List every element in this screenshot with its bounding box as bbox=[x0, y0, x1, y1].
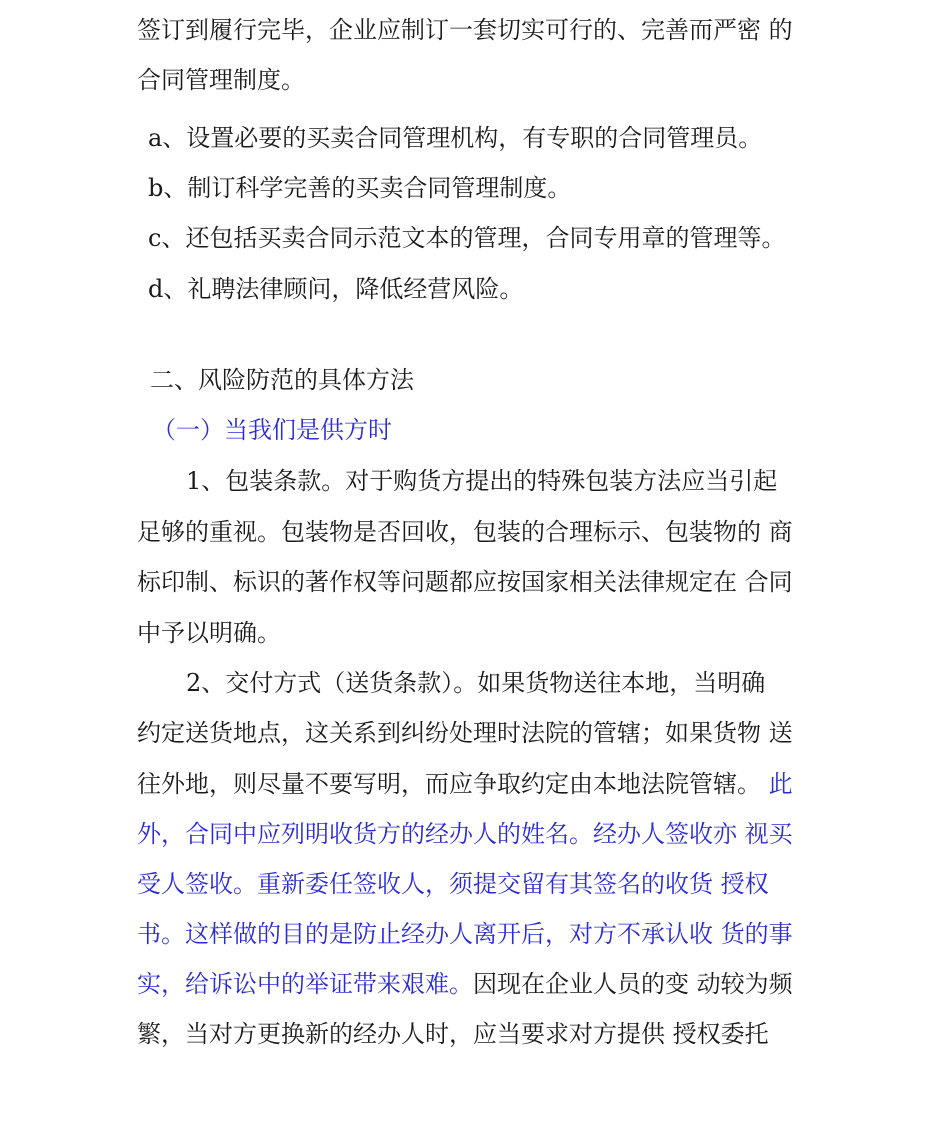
para2-line-3 bbox=[137, 768, 793, 800]
para2-line-1: 2、交付方式（送货条款）。如果货物送往本地，当明确 bbox=[186, 669, 766, 697]
subsection-heading: （一）当我们是供方时 bbox=[152, 416, 392, 444]
para2-line-7 bbox=[137, 968, 793, 1000]
para2-line-3-text: 往外地，则尽量不要写明，而应争取约定由本地法院管辖。 bbox=[137, 770, 769, 798]
para2-line-6: 书。这样做的目的是防止经办人离开后，对方不承认收 货的事 bbox=[137, 920, 793, 948]
para1-line-1: 1、包装条款。对于购货方提出的特殊包装方法应当引起 bbox=[186, 467, 778, 495]
para2-line-3-highlight: 此 bbox=[768, 770, 793, 798]
para2-line-2: 约定送货地点，这关系到纠纷处理时法院的管辖；如果货物 送 bbox=[137, 719, 793, 747]
para2-line-7-text: 因现在企业人员的变 动较为频 bbox=[473, 970, 793, 998]
section-heading: 二、风险防范的具体方法 bbox=[150, 366, 414, 394]
para2-line-5: 受人签收。重新委任签收人，须提交留有其签名的收货 授权 bbox=[137, 870, 769, 898]
para1-line-3: 标印制、标识的著作权等问题都应按国家相关法律规定在 合同 bbox=[137, 568, 793, 596]
list-item-c: c、还包括买卖合同示范文本的管理，合同专用章的管理等。 bbox=[148, 224, 786, 252]
para1-line-2: 足够的重视。包装物是否回收，包装的合理标示、包装物的 商 bbox=[137, 518, 793, 546]
intro-line-1: 签订到履行完毕，企业应制订一套切实可行的、完善而严密 的 bbox=[137, 16, 793, 44]
list-item-a: a、设置必要的买卖合同管理机构，有专职的合同管理员。 bbox=[148, 124, 763, 152]
para1-line-4: 中予以明确。 bbox=[137, 619, 281, 647]
para2-line-4: 外，合同中应列明收货方的经办人的姓名。经办人签收亦 视买 bbox=[137, 820, 793, 848]
intro-line-2: 合同管理制度。 bbox=[137, 66, 305, 94]
para2-line-8: 繁，当对方更换新的经办人时，应当要求对方提供 授权委托 bbox=[137, 1020, 769, 1048]
list-item-b: b、制订科学完善的买卖合同管理制度。 bbox=[148, 174, 572, 202]
para2-line-7-highlight: 实，给诉讼中的举证带来艰难。 bbox=[137, 970, 473, 998]
list-item-d: d、礼聘法律顾问，降低经营风险。 bbox=[148, 275, 524, 303]
